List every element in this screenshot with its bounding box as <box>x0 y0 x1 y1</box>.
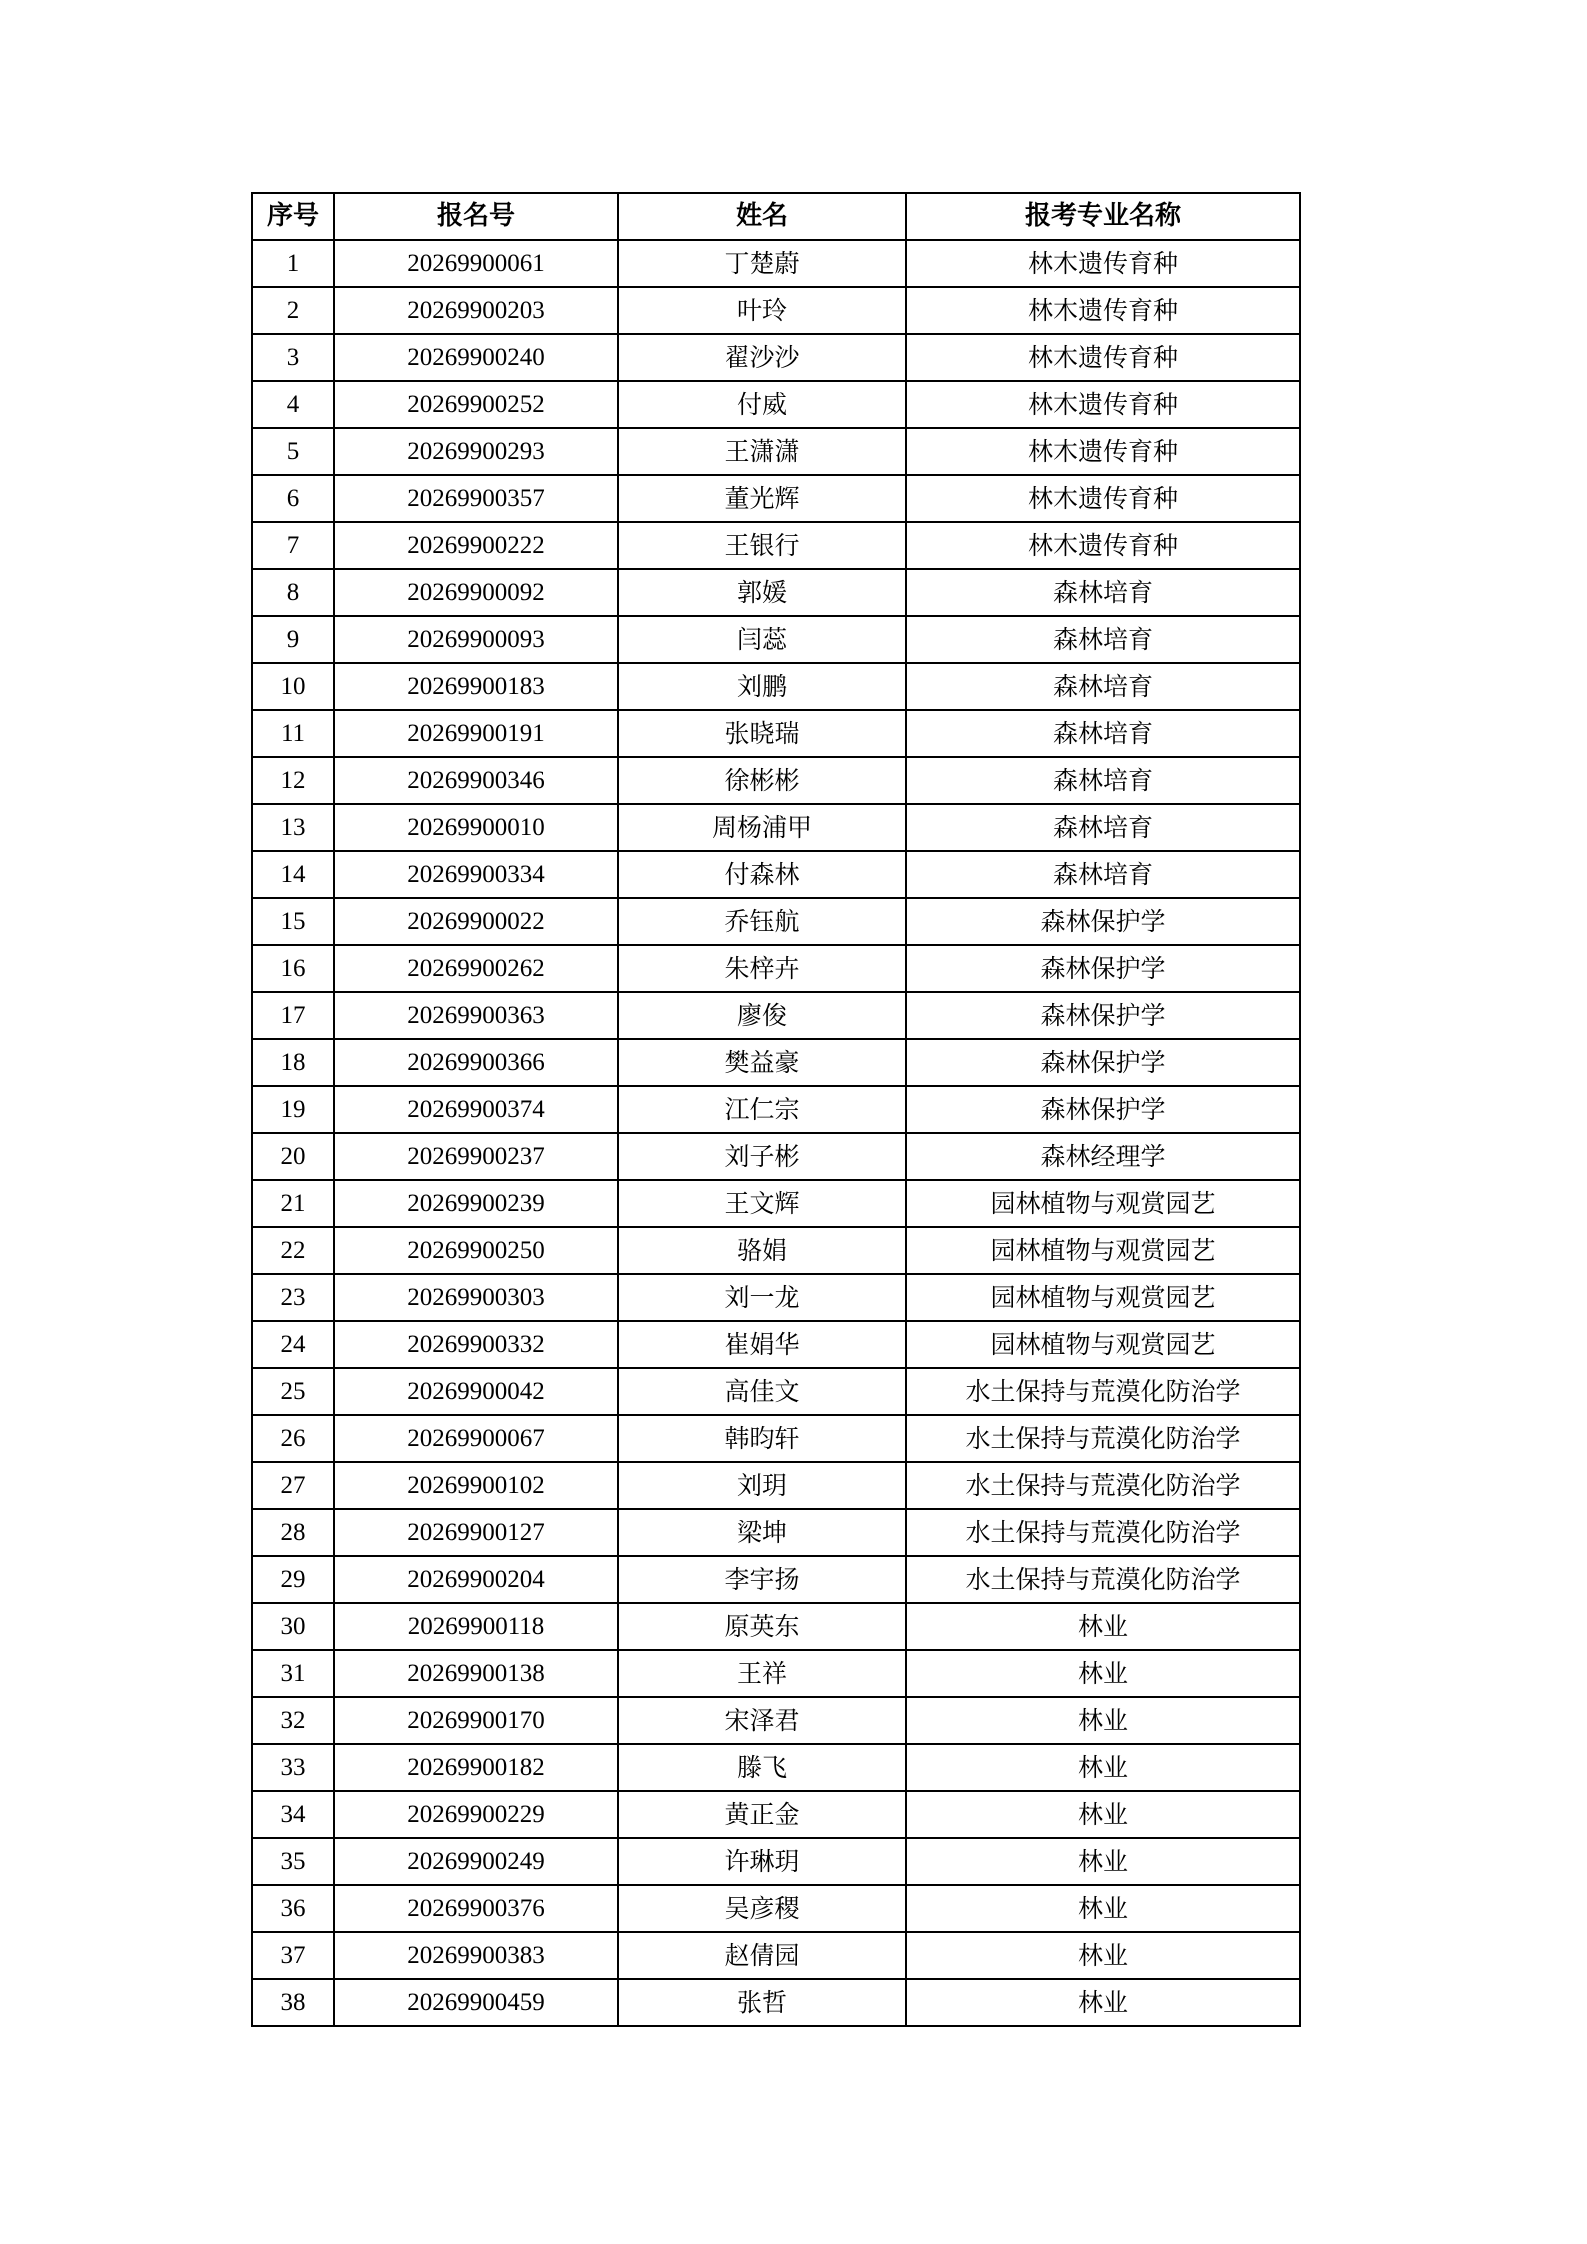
cell-serial-number: 9 <box>252 616 334 663</box>
cell-serial-number: 18 <box>252 1039 334 1086</box>
table-row <box>252 1509 1300 1556</box>
table-row <box>252 569 1300 616</box>
cell-serial-number: 1 <box>252 240 334 287</box>
cell-name: 刘一龙 <box>618 1274 906 1321</box>
table-row <box>252 1133 1300 1180</box>
cell-name: 滕飞 <box>618 1744 906 1791</box>
cell-registration-number: 20269900093 <box>334 616 618 663</box>
header-name: 姓名 <box>618 193 906 240</box>
cell-major: 林木遗传育种 <box>906 522 1300 569</box>
cell-major: 林业 <box>906 1603 1300 1650</box>
cell-name: 黄正金 <box>618 1791 906 1838</box>
table-row <box>252 1603 1300 1650</box>
cell-major: 森林培育 <box>906 663 1300 710</box>
cell-major: 水土保持与荒漠化防治学 <box>906 1462 1300 1509</box>
table-row <box>252 381 1300 428</box>
cell-serial-number: 5 <box>252 428 334 475</box>
cell-major: 林业 <box>906 1791 1300 1838</box>
cell-name: 董光辉 <box>618 475 906 522</box>
table-row <box>252 616 1300 663</box>
cell-name: 刘子彬 <box>618 1133 906 1180</box>
cell-name: 原英东 <box>618 1603 906 1650</box>
cell-registration-number: 20269900332 <box>334 1321 618 1368</box>
cell-registration-number: 20269900061 <box>334 240 618 287</box>
table-row <box>252 475 1300 522</box>
cell-major: 森林保护学 <box>906 945 1300 992</box>
cell-name: 韩昀轩 <box>618 1415 906 1462</box>
cell-serial-number: 22 <box>252 1227 334 1274</box>
cell-serial-number: 28 <box>252 1509 334 1556</box>
cell-major: 园林植物与观赏园艺 <box>906 1321 1300 1368</box>
cell-serial-number: 13 <box>252 804 334 851</box>
cell-registration-number: 20269900067 <box>334 1415 618 1462</box>
cell-name: 朱梓卉 <box>618 945 906 992</box>
cell-name: 李宇扬 <box>618 1556 906 1603</box>
cell-serial-number: 14 <box>252 851 334 898</box>
cell-name: 付威 <box>618 381 906 428</box>
cell-name: 翟沙沙 <box>618 334 906 381</box>
cell-serial-number: 12 <box>252 757 334 804</box>
header-serial-number: 序号 <box>252 193 334 240</box>
cell-name: 付森林 <box>618 851 906 898</box>
cell-registration-number: 20269900237 <box>334 1133 618 1180</box>
table-row <box>252 1791 1300 1838</box>
table-row <box>252 992 1300 1039</box>
cell-registration-number: 20269900334 <box>334 851 618 898</box>
cell-major: 林业 <box>906 1979 1300 2026</box>
cell-name: 张哲 <box>618 1979 906 2026</box>
cell-serial-number: 20 <box>252 1133 334 1180</box>
cell-registration-number: 20269900239 <box>334 1180 618 1227</box>
cell-name: 高佳文 <box>618 1368 906 1415</box>
table-row <box>252 522 1300 569</box>
cell-major: 水土保持与荒漠化防治学 <box>906 1368 1300 1415</box>
table-row <box>252 1274 1300 1321</box>
table-row <box>252 287 1300 334</box>
cell-serial-number: 33 <box>252 1744 334 1791</box>
cell-serial-number: 15 <box>252 898 334 945</box>
cell-major: 森林培育 <box>906 804 1300 851</box>
cell-registration-number: 20269900203 <box>334 287 618 334</box>
cell-serial-number: 25 <box>252 1368 334 1415</box>
table-row <box>252 428 1300 475</box>
cell-registration-number: 20269900357 <box>334 475 618 522</box>
cell-name: 宋泽君 <box>618 1697 906 1744</box>
cell-name: 王潇潇 <box>618 428 906 475</box>
cell-name: 张晓瑞 <box>618 710 906 757</box>
table-row <box>252 1039 1300 1086</box>
cell-serial-number: 31 <box>252 1650 334 1697</box>
cell-registration-number: 20269900022 <box>334 898 618 945</box>
cell-serial-number: 4 <box>252 381 334 428</box>
cell-major: 森林培育 <box>906 569 1300 616</box>
admission-list-table <box>251 192 1301 2027</box>
cell-name: 赵倩园 <box>618 1932 906 1979</box>
cell-major: 园林植物与观赏园艺 <box>906 1180 1300 1227</box>
cell-name: 崔娟华 <box>618 1321 906 1368</box>
table-row <box>252 1885 1300 1932</box>
cell-registration-number: 20269900383 <box>334 1932 618 1979</box>
table-row <box>252 945 1300 992</box>
cell-major: 森林保护学 <box>906 898 1300 945</box>
cell-major: 森林保护学 <box>906 1039 1300 1086</box>
cell-name: 郭媛 <box>618 569 906 616</box>
cell-serial-number: 24 <box>252 1321 334 1368</box>
cell-registration-number: 20269900250 <box>334 1227 618 1274</box>
table-row <box>252 1368 1300 1415</box>
cell-name: 丁楚蔚 <box>618 240 906 287</box>
cell-major: 森林培育 <box>906 710 1300 757</box>
table-row <box>252 1556 1300 1603</box>
table-row <box>252 1979 1300 2026</box>
table-row <box>252 1650 1300 1697</box>
cell-name: 徐彬彬 <box>618 757 906 804</box>
cell-serial-number: 3 <box>252 334 334 381</box>
cell-serial-number: 34 <box>252 1791 334 1838</box>
cell-major: 林业 <box>906 1744 1300 1791</box>
cell-registration-number: 20269900252 <box>334 381 618 428</box>
cell-major: 林业 <box>906 1838 1300 1885</box>
table-row <box>252 1180 1300 1227</box>
cell-name: 王文辉 <box>618 1180 906 1227</box>
cell-registration-number: 20269900138 <box>334 1650 618 1697</box>
cell-registration-number: 20269900222 <box>334 522 618 569</box>
cell-name: 廖俊 <box>618 992 906 1039</box>
cell-major: 森林保护学 <box>906 992 1300 1039</box>
cell-registration-number: 20269900204 <box>334 1556 618 1603</box>
cell-registration-number: 20269900182 <box>334 1744 618 1791</box>
cell-major: 林业 <box>906 1885 1300 1932</box>
table-row <box>252 1838 1300 1885</box>
cell-name: 刘鹏 <box>618 663 906 710</box>
cell-registration-number: 20269900191 <box>334 710 618 757</box>
table-row <box>252 851 1300 898</box>
cell-major: 水土保持与荒漠化防治学 <box>906 1556 1300 1603</box>
cell-registration-number: 20269900092 <box>334 569 618 616</box>
table-row <box>252 1321 1300 1368</box>
cell-major: 林木遗传育种 <box>906 334 1300 381</box>
cell-serial-number: 27 <box>252 1462 334 1509</box>
cell-registration-number: 20269900102 <box>334 1462 618 1509</box>
cell-serial-number: 29 <box>252 1556 334 1603</box>
cell-major: 森林培育 <box>906 616 1300 663</box>
cell-registration-number: 20269900229 <box>334 1791 618 1838</box>
cell-major: 园林植物与观赏园艺 <box>906 1274 1300 1321</box>
cell-name: 闫蕊 <box>618 616 906 663</box>
cell-registration-number: 20269900366 <box>334 1039 618 1086</box>
cell-serial-number: 10 <box>252 663 334 710</box>
cell-name: 吴彦稷 <box>618 1885 906 1932</box>
cell-name: 王祥 <box>618 1650 906 1697</box>
cell-serial-number: 37 <box>252 1932 334 1979</box>
table-row <box>252 1086 1300 1133</box>
table-row <box>252 334 1300 381</box>
cell-major: 林业 <box>906 1932 1300 1979</box>
cell-name: 江仁宗 <box>618 1086 906 1133</box>
cell-name: 王银行 <box>618 522 906 569</box>
cell-major: 林木遗传育种 <box>906 287 1300 334</box>
cell-major: 林业 <box>906 1697 1300 1744</box>
cell-serial-number: 6 <box>252 475 334 522</box>
cell-name: 梁坤 <box>618 1509 906 1556</box>
cell-serial-number: 17 <box>252 992 334 1039</box>
cell-serial-number: 36 <box>252 1885 334 1932</box>
cell-serial-number: 38 <box>252 1979 334 2026</box>
cell-registration-number: 20269900127 <box>334 1509 618 1556</box>
cell-major: 森林保护学 <box>906 1086 1300 1133</box>
cell-major: 林木遗传育种 <box>906 428 1300 475</box>
cell-serial-number: 11 <box>252 710 334 757</box>
cell-serial-number: 35 <box>252 1838 334 1885</box>
cell-registration-number: 20269900303 <box>334 1274 618 1321</box>
cell-name: 刘玥 <box>618 1462 906 1509</box>
table-row <box>252 663 1300 710</box>
cell-serial-number: 21 <box>252 1180 334 1227</box>
cell-registration-number: 20269900363 <box>334 992 618 1039</box>
table-row <box>252 1697 1300 1744</box>
cell-serial-number: 7 <box>252 522 334 569</box>
table-row <box>252 240 1300 287</box>
cell-name: 周杨浦甲 <box>618 804 906 851</box>
cell-serial-number: 2 <box>252 287 334 334</box>
cell-serial-number: 32 <box>252 1697 334 1744</box>
cell-serial-number: 16 <box>252 945 334 992</box>
table-row <box>252 804 1300 851</box>
cell-name: 樊益豪 <box>618 1039 906 1086</box>
cell-registration-number: 20269900249 <box>334 1838 618 1885</box>
cell-name: 骆娟 <box>618 1227 906 1274</box>
table-row <box>252 1227 1300 1274</box>
cell-major: 森林培育 <box>906 757 1300 804</box>
cell-serial-number: 19 <box>252 1086 334 1133</box>
cell-major: 森林培育 <box>906 851 1300 898</box>
cell-registration-number: 20269900262 <box>334 945 618 992</box>
table-row <box>252 1415 1300 1462</box>
cell-registration-number: 20269900118 <box>334 1603 618 1650</box>
header-major: 报考专业名称 <box>906 193 1300 240</box>
table-row <box>252 898 1300 945</box>
cell-registration-number: 20269900183 <box>334 663 618 710</box>
cell-registration-number: 20269900346 <box>334 757 618 804</box>
cell-registration-number: 20269900042 <box>334 1368 618 1415</box>
header-registration-number: 报名号 <box>334 193 618 240</box>
cell-major: 水土保持与荒漠化防治学 <box>906 1509 1300 1556</box>
cell-registration-number: 20269900374 <box>334 1086 618 1133</box>
cell-registration-number: 20269900170 <box>334 1697 618 1744</box>
cell-major: 园林植物与观赏园艺 <box>906 1227 1300 1274</box>
cell-registration-number: 20269900459 <box>334 1979 618 2026</box>
cell-serial-number: 26 <box>252 1415 334 1462</box>
cell-major: 林木遗传育种 <box>906 381 1300 428</box>
table-row <box>252 710 1300 757</box>
cell-serial-number: 8 <box>252 569 334 616</box>
cell-major: 林业 <box>906 1650 1300 1697</box>
table-row <box>252 1744 1300 1791</box>
cell-major: 林木遗传育种 <box>906 475 1300 522</box>
table-row <box>252 757 1300 804</box>
cell-serial-number: 30 <box>252 1603 334 1650</box>
table-row <box>252 1462 1300 1509</box>
cell-major: 林木遗传育种 <box>906 240 1300 287</box>
table-header-row <box>252 193 1300 240</box>
cell-major: 水土保持与荒漠化防治学 <box>906 1415 1300 1462</box>
cell-serial-number: 23 <box>252 1274 334 1321</box>
cell-registration-number: 20269900293 <box>334 428 618 475</box>
cell-name: 叶玲 <box>618 287 906 334</box>
cell-name: 许琳玥 <box>618 1838 906 1885</box>
cell-registration-number: 20269900376 <box>334 1885 618 1932</box>
table-body <box>252 240 1300 2026</box>
cell-name: 乔钰航 <box>618 898 906 945</box>
cell-registration-number: 20269900010 <box>334 804 618 851</box>
cell-registration-number: 20269900240 <box>334 334 618 381</box>
table-row <box>252 1932 1300 1979</box>
cell-major: 森林经理学 <box>906 1133 1300 1180</box>
